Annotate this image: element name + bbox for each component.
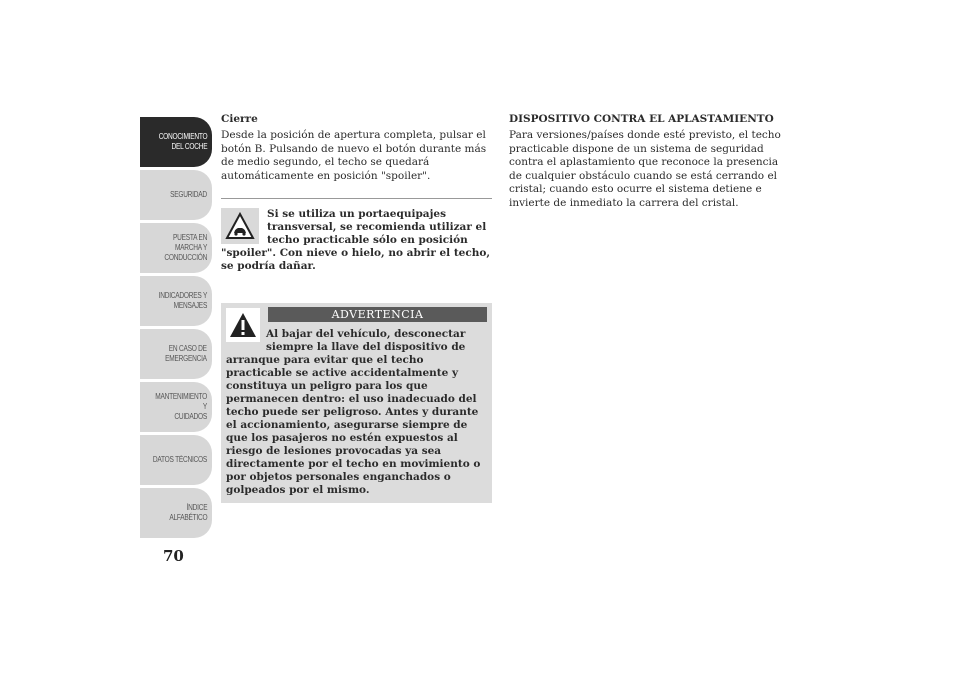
cierre-paragraph: Desde la posición de apertura completa, pulsar el botón B. Pulsando de nuevo el botón durante más de medio segundo, el techo se quedará automáticamente en posición "spoiler".: [221, 129, 487, 182]
section-heading-aplastamiento: DISPOSITIVO CONTRA EL APLASTAMIENTO: [509, 113, 774, 125]
tab-indice-alfabetico[interactable]: ÍNDICE ALFABÉTICO: [140, 488, 212, 538]
tab-datos-tecnicos[interactable]: DATOS TÉCNICOS: [140, 435, 212, 485]
warning-text: Al bajar del vehículo, desconectar siempre la llave del dispositivo de arranque para evitar que el techo practicable se active accidentalmente y constituya un peligro para los que permanecen dentro: el uso inadecuado del techo puede ser peligroso. Antes y durante el accionamiento, asegurarse siempre de que los pasajeros no estén expuestos al riesgo de lesiones provocadas ya sea directamente por el techo en movimiento o por objetos personales enganchados o golpeados por el mismo.: [226, 328, 481, 496]
exclamation-triangle-icon: [226, 308, 260, 342]
tab-seguridad[interactable]: SEGURIDAD: [140, 170, 212, 220]
page-number: 70: [163, 547, 184, 565]
tab-puesta-en-marcha[interactable]: PUESTA EN MARCHA Y CONDUCCIÓN: [140, 223, 212, 273]
warning-box: [221, 303, 492, 503]
caution-note: [221, 208, 492, 273]
aplastamiento-paragraph: Para versiones/países donde esté previsto, el techo practicable dispone de un sistema de seguridad contra el aplastamiento que reconoce la presencia de cualquier obstáculo cuando se está cerrando el cristal; cuando esto ocurre el sistema detiene e invierte de inmediato la carrera del cristal.: [509, 129, 781, 209]
tab-mantenimiento-y-cuidados[interactable]: MANTENIMIENTO Y CUIDADOS: [140, 382, 212, 432]
caution-note-text: Si se utiliza un portaequipajes transversal, se recomienda utilizar el techo practicable sólo en posición "spoiler". Con nieve o hielo, no abrir el techo, se podría dañar.: [221, 208, 491, 272]
right-column: [509, 112, 784, 210]
tab-conocimiento-del-coche[interactable]: CONOCIMIENTO DEL COCHE: [140, 117, 212, 167]
tab-indicadores-y-mensajes[interactable]: INDICADORES Y MENSAJES: [140, 276, 212, 326]
car-caution-icon: [221, 208, 259, 244]
section-heading-cierre: Cierre: [221, 113, 258, 125]
warning-title: ADVERTENCIA: [268, 307, 487, 322]
left-column: [221, 112, 492, 503]
tab-en-caso-de-emergencia[interactable]: EN CASO DE EMERGENCIA: [140, 329, 212, 379]
divider: [221, 198, 492, 199]
chapter-sidebar: [140, 117, 212, 541]
